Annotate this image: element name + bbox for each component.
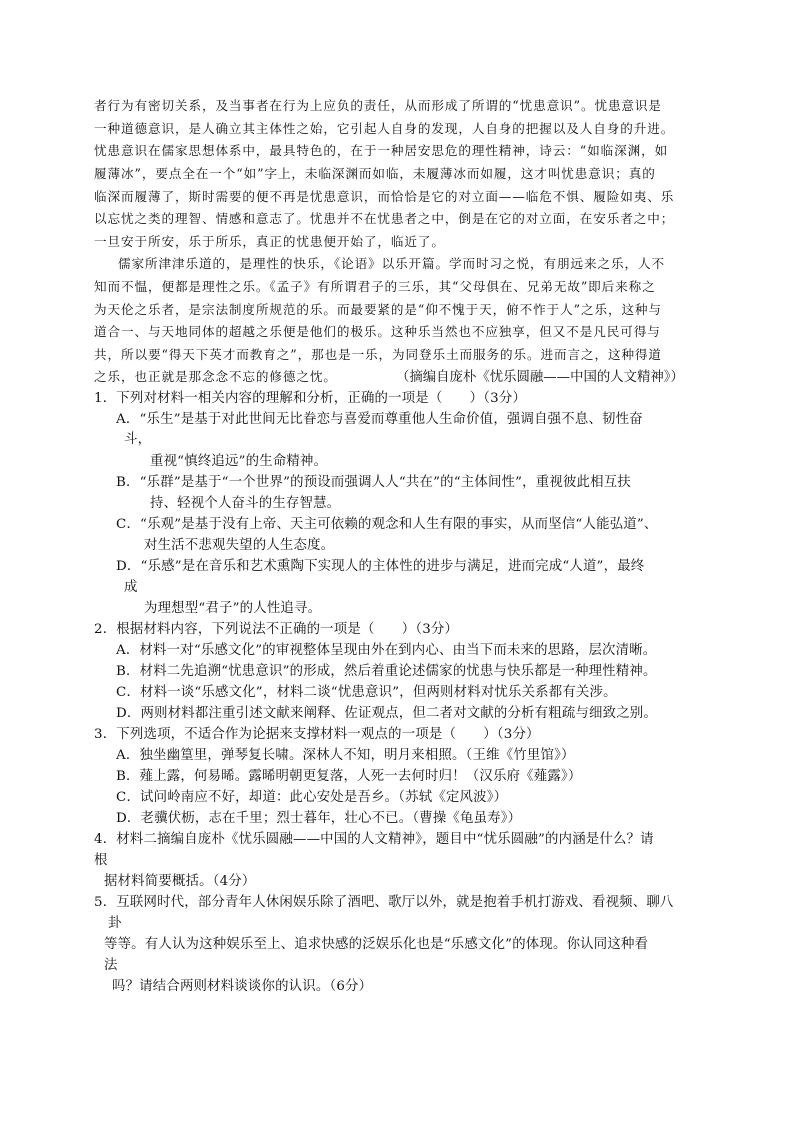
question-3-option-a: A．独坐幽篁里，弹琴复长啸。深林人不知，明月来相照。（王维《竹里馆》） bbox=[116, 748, 575, 763]
passage-line: 履薄冰”，要点全在一个“如”字上，未临深渊而如临，未履薄冰而如履，这才叫忧患意识；真的 bbox=[94, 166, 656, 181]
question-1-option-d-cont: 为理想型“君子”的人性追寻。 bbox=[144, 601, 322, 616]
question-1-option-b: B．“乐群”是基于“一个世界”的预设而强调人人“共在”的“主体间性”，重视彼此相互扶 bbox=[116, 475, 631, 490]
passage-line: 知而不愠，便都是理性之乐。《孟子》有所谓君子的三乐，其“父母俱在、兄弟无故”即后来称之 bbox=[94, 279, 656, 294]
question-3-option-c: C．试问岭南应不好，却道：此心安处是吾乡。（苏轼《定风波》） bbox=[116, 790, 508, 805]
passage-line: 共，所以要“得天下英才而教育之”，那也是一乐，为同登乐土而服务的乐。进而言之，这种得道 bbox=[94, 347, 662, 362]
question-2-option-a: A．材料一对“乐感文化”的审视整体呈现由外在到内心、由当下而未来的思路，层次清晰。 bbox=[116, 643, 657, 658]
passage-line: 为天伦之乐者，是宗法制度所规范的乐。而最要紧的是“仰不愧于天，俯不怍于人”之乐，这种与 bbox=[94, 302, 662, 317]
question-1-option-a-wrap: 斗， bbox=[124, 432, 152, 447]
question-1-option-d: D．“乐感”是在音乐和艺术熏陶下实现人的主体性的进步与满足，进而完成“人道”，最终 bbox=[116, 559, 645, 574]
question-1-option-a-cont: 重视“慎终追远”的生命精神。 bbox=[150, 454, 328, 469]
question-1-option-d-wrap: 成 bbox=[124, 580, 138, 595]
question-5-stem: 5．互联网时代，部分青年人休闲娱乐除了酒吧、歌厅以外，就是抱着手机打游戏、看视频、聊八 bbox=[94, 895, 674, 910]
question-1-option-c: C．“乐观”是基于没有上帝、天主可依赖的观念和人生有限的事实，从而坚信“人能弘道”、 bbox=[116, 517, 658, 532]
passage-line: 者行为有密切关系，及当事者在行为上应负的责任，从而形成了所谓的“忧患意识”。忧患意识是 bbox=[94, 98, 662, 113]
question-2-option-c: C．材料一谈“乐感文化”，材料二谈“忧患意识”，但两则材料对忧乐关系都有关涉。 bbox=[116, 685, 617, 700]
question-5-wrap: 卦 bbox=[108, 916, 122, 931]
passage-line: 以忘忧之类的理智、情感和意志了。忧患并不在忧患者之中，倒是在它的对立面，在安乐者之中； bbox=[94, 211, 675, 226]
passage-line: 之乐，也正就是那念念不忘的修德之忱。 bbox=[94, 369, 337, 384]
question-5-cont: 等等。有人认为这种娱乐至上、追求快感的泛娱乐化也是“乐感文化”的体现。你认同这种看 bbox=[104, 937, 649, 952]
question-2-stem: 2．根据材料内容，下列说法不正确的一项是（ ）（3分） bbox=[94, 622, 459, 637]
question-5-wrap-2: 法 bbox=[104, 958, 118, 973]
question-1-option-b-cont: 持、轻视个人奋斗的生存智慧。 bbox=[150, 496, 341, 511]
question-5-cont-2: 吗？请结合两则材料谈谈你的认识。（6分） bbox=[112, 979, 373, 994]
question-2-option-b: B．材料二先追溯“忧患意识”的形成，然后着重论述儒家的忧患与快乐都是一种理性精神。 bbox=[116, 664, 657, 679]
question-3-option-d: D．老骥伏枥，志在千里；烈士暮年，壮心不已。（曹操《龟虽寿》） bbox=[116, 811, 522, 826]
passage-line: 临深而履薄了，斯时需要的便不再是忧患意识，而恰恰是它的对立面——临危不惧、履险如夷、乐 bbox=[94, 189, 675, 204]
question-1-option-a: A．“乐生”是基于对此世间无比眷恋与喜爱而尊重他人生命价值，强调自强不息、韧性奋 bbox=[116, 412, 643, 427]
passage-line: 道合一、与天地同体的超越之乐便是他们的极乐。这种乐当然也不应独享，但又不是凡民可得与 bbox=[94, 324, 661, 339]
question-4-stem: 4．材料二摘编自庞朴《忧乐圆融——中国的人文精神》，题目中“忧乐圆融”的内涵是什么？请 bbox=[94, 832, 654, 847]
question-3-option-b: B．薤上露，何易晞。露晞明朝更复落，人死一去何时归！（汉乐府《薤露》） bbox=[116, 769, 582, 784]
passage-line: 忧患意识在儒家思想体系中，最具特色的，在于一种居安思危的理性精神，诗云：“如临深渊，如 bbox=[94, 143, 669, 158]
question-1-option-c-cont: 对生活不悲观失望的人生态度。 bbox=[144, 538, 335, 553]
passage-line: 一种道德意识，是人确立其主体性之始，它引起人自身的发现，人自身的把握以及人自身的升进。 bbox=[94, 121, 675, 136]
question-4-cont: 据材料简要概括。（4分） bbox=[104, 874, 256, 889]
question-1-stem: 1．下列对材料一相关内容的理解和分析，正确的一项是（ ）（3分） bbox=[94, 391, 527, 406]
passage-source: （摘编自庞朴《忧乐圆融——中国的人文精神》） bbox=[396, 370, 684, 385]
question-3-stem: 3．下列选项，不适合作为论据来支撑材料一观点的一项是（ ）（3分） bbox=[94, 727, 540, 742]
passage-line: 一旦安于所安，乐于所乐，真正的忧患便开始了，临近了。 bbox=[94, 234, 445, 249]
question-2-option-d: D．两则材料都注重引述文献来阐释、佐证观点，但二者对文献的分析有粗疏与细致之别。 bbox=[116, 706, 657, 721]
passage-line: 儒家所津津乐道的，是理性的快乐，《论语》以乐开篇。学而时习之悦，有朋远来之乐，人不 bbox=[118, 256, 665, 271]
question-4-wrap: 根 bbox=[94, 853, 108, 868]
